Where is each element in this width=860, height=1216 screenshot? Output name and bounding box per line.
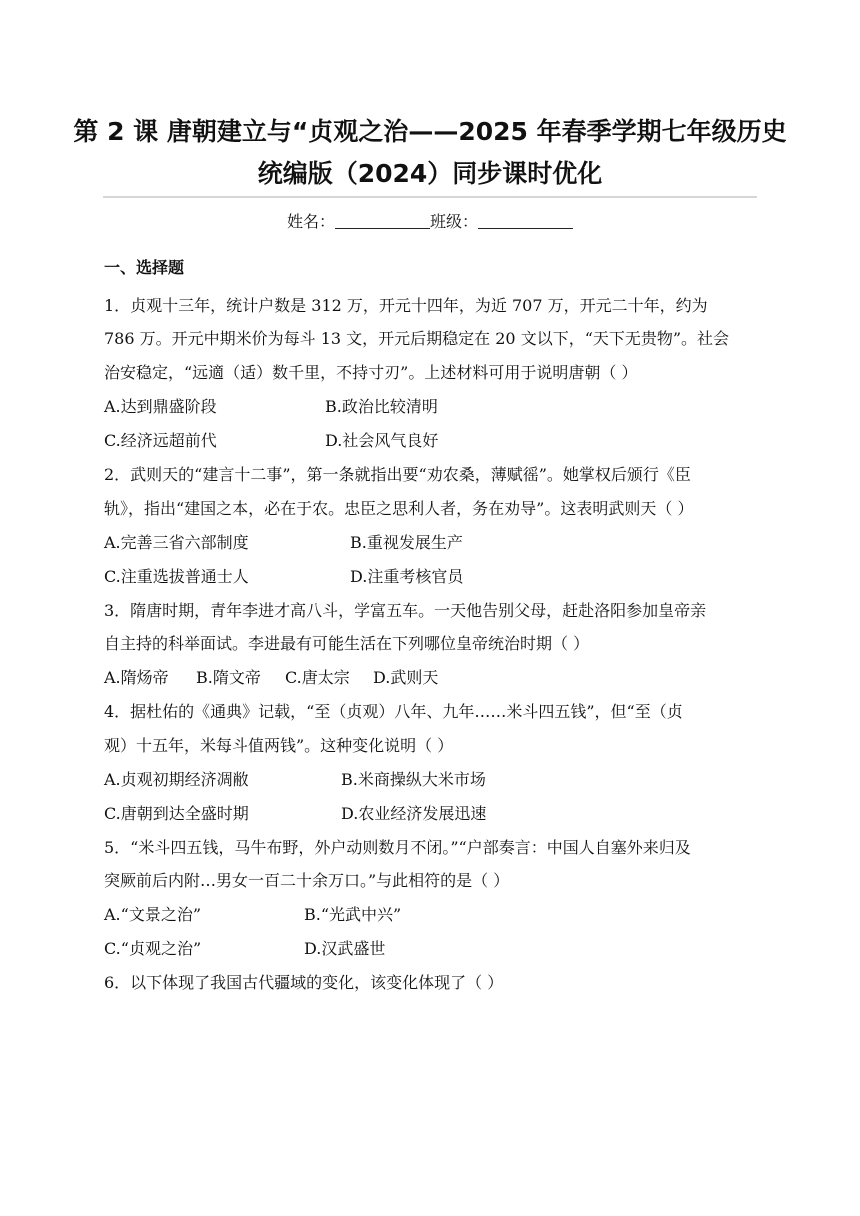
question-3-line-1: 3．隋唐时期，青年李进才高八斗，学富五车。一天他告别父母，赶赴洛阳参加皇帝亲 bbox=[104, 601, 707, 620]
question-1-option-c[interactable]: C.经济远超前代 bbox=[104, 431, 217, 450]
question-1-option-a[interactable]: A.达到鼎盛阶段 bbox=[104, 397, 217, 416]
class-blank[interactable] bbox=[478, 212, 573, 229]
question-2-line-1: 2．武则天的“建言十二事”，第一条就指出要“劝农桑，薄赋徭”。她掌权后颁行《臣 bbox=[104, 465, 691, 484]
question-1-line-3: 治安稳定，“远適（适）数千里，不持寸刃”。上述材料可用于说明唐朝（ ） bbox=[104, 363, 638, 382]
question-1-line-1: 1．贞观十三年，统计户数是 312 万，开元十四年，为近 707 万，开元二十年，约为 bbox=[104, 296, 708, 315]
question-5-line-1: 5．“米斗四五钱，马牛布野，外户动则数月不闭。”“户部奏言：中国人自塞外来归及 bbox=[104, 838, 691, 857]
question-2-option-d[interactable]: D.注重考核官员 bbox=[350, 567, 464, 586]
question-2-option-c[interactable]: C.注重选拔普通士人 bbox=[104, 567, 249, 586]
question-5-option-c[interactable]: C.“贞观之治” bbox=[104, 939, 202, 958]
question-2-line-2: 轨》，指出“建国之本，必在于农。忠臣之思利人者，务在劝导”。这表明武则天（ ） bbox=[104, 499, 694, 518]
name-blank[interactable] bbox=[335, 212, 430, 229]
name-label: 姓名： bbox=[286, 212, 335, 231]
question-1-option-b[interactable]: B.政治比较清明 bbox=[325, 397, 438, 416]
question-5-option-b[interactable]: B.“光武中兴” bbox=[304, 905, 402, 924]
question-5-option-d[interactable]: D.汉武盛世 bbox=[304, 939, 386, 958]
section-heading: 一、选择题 bbox=[104, 258, 185, 277]
question-3-line-2: 自主持的科举面试。李进最有可能生活在下列哪位皇帝统治时期（ ） bbox=[104, 634, 590, 653]
question-5-line-2: 突厥前后内附…男女一百二十余万口。”与此相符的是（ ） bbox=[104, 871, 510, 890]
class-label: 班级： bbox=[430, 212, 479, 231]
student-info bbox=[60, 210, 800, 234]
title-divider bbox=[103, 196, 757, 198]
question-2-option-a[interactable]: A.完善三省六部制度 bbox=[104, 533, 249, 552]
question-5-option-a[interactable]: A.“文景之治” bbox=[104, 905, 202, 924]
question-4-option-c[interactable]: C.唐朝到达全盛时期 bbox=[104, 804, 249, 823]
question-1-option-d[interactable]: D.社会风气良好 bbox=[325, 431, 439, 450]
question-2-option-b[interactable]: B.重视发展生产 bbox=[350, 533, 463, 552]
question-6-line-1: 6．以下体现了我国古代疆域的变化，该变化体现了（ ） bbox=[104, 973, 504, 992]
question-3-option-d[interactable]: D.武则天 bbox=[373, 668, 439, 687]
question-4-option-b[interactable]: B.米商操纵大米市场 bbox=[341, 770, 486, 789]
question-3-option-a[interactable]: A.隋炀帝 bbox=[104, 668, 169, 687]
question-4-line-1: 4．据杜佑的《通典》记载，“至（贞观）八年、九年……米斗四五钱”，但“至（贞 bbox=[104, 702, 683, 721]
question-4-option-a[interactable]: A.贞观初期经济凋敝 bbox=[104, 770, 249, 789]
question-3-option-b[interactable]: B.隋文帝 bbox=[196, 668, 261, 687]
question-3-option-c[interactable]: C.唐太宗 bbox=[285, 668, 350, 687]
question-4-option-d[interactable]: D.农业经济发展迅速 bbox=[341, 804, 487, 823]
page-title-line-2: 统编版（2024）同步课时优化 bbox=[257, 159, 603, 188]
question-1-line-2: 786 万。开元中期米价为每斗 13 文，开元后期稳定在 20 文以下，“天下无贵物”。社会 bbox=[104, 329, 730, 348]
page-title-line-1: 第 2 课 唐朝建立与“贞观之治——2025 年春季学期七年级历史 bbox=[73, 117, 787, 146]
question-4-line-2: 观）十五年，米每斗值两钱”。这种变化说明（ ） bbox=[104, 736, 454, 755]
